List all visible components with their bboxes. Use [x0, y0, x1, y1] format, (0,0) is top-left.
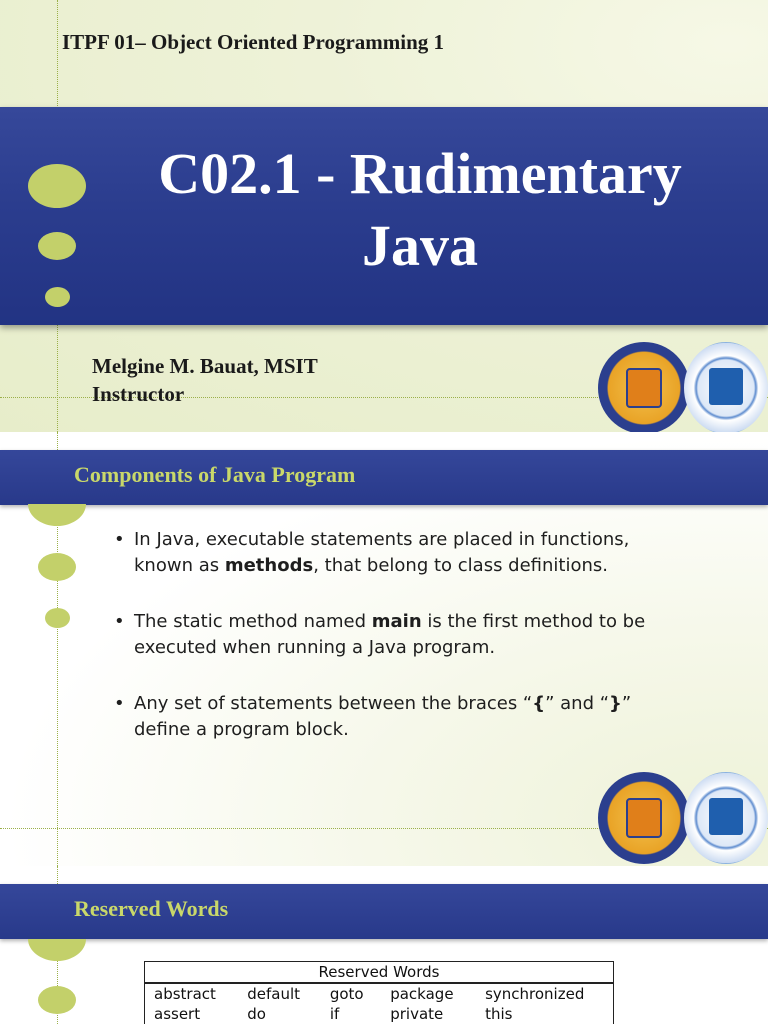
decorative-dot-icon: [28, 939, 86, 961]
decorative-dot-icon: [28, 164, 86, 208]
bullet-item: • In Java, executable statements are placed in functions, known as methods, that belong to class definitions.: [114, 527, 674, 579]
components-slide: [0, 432, 768, 866]
decorative-dot-icon: [28, 504, 86, 526]
author-role: Instructor: [92, 382, 185, 406]
table-cell: private: [390, 1005, 444, 1023]
course-title: ITPF 01– Object Oriented Programming 1: [62, 30, 445, 54]
reserved-words-slide: [0, 866, 768, 1024]
college-seal-icon: [684, 772, 768, 864]
decorative-dot-icon: [38, 986, 76, 1014]
university-seal-icon: [598, 342, 690, 432]
section-heading: Reserved Words: [74, 896, 229, 921]
table-cell: synchronized: [485, 985, 585, 1003]
university-seal-icon: [598, 772, 690, 864]
table-cell: assert: [154, 1005, 201, 1023]
table-cell: abstract: [154, 985, 216, 1003]
table-caption: Reserved Words: [145, 962, 614, 984]
decorative-dot-icon: [38, 232, 76, 260]
title-slide: [0, 0, 768, 432]
table-cell: do: [247, 1005, 266, 1023]
section-header-bar: [0, 884, 768, 939]
title-line-1: C02.1 - Rudimentary: [158, 141, 682, 206]
author-block: [92, 352, 318, 408]
bullet-item: • The static method named main is the first method to be executed when running a Java program.: [114, 609, 674, 661]
table-row: [145, 1004, 614, 1024]
section-header-bar: [0, 450, 768, 505]
slide-title: [70, 138, 768, 282]
decorative-dot-icon: [45, 608, 70, 628]
table-cell: goto: [329, 985, 364, 1003]
table-cell: package: [390, 985, 454, 1003]
bullet-list: [114, 527, 674, 773]
author-name: Melgine M. Bauat, MSIT: [92, 354, 318, 378]
table-row: [145, 983, 614, 1004]
decorative-dot-icon: [38, 553, 76, 581]
title-line-2: Java: [362, 213, 478, 278]
college-seal-icon: [684, 342, 768, 432]
reserved-words-table: [144, 961, 614, 1024]
section-heading: Components of Java Program: [74, 462, 356, 487]
decorative-dot-icon: [45, 287, 70, 307]
bullet-item: • Any set of statements between the braces “{” and “}” define a program block.: [114, 691, 674, 743]
table-cell: if: [329, 1005, 340, 1023]
table-cell: default: [247, 985, 301, 1003]
table-cell: this: [485, 1005, 513, 1023]
